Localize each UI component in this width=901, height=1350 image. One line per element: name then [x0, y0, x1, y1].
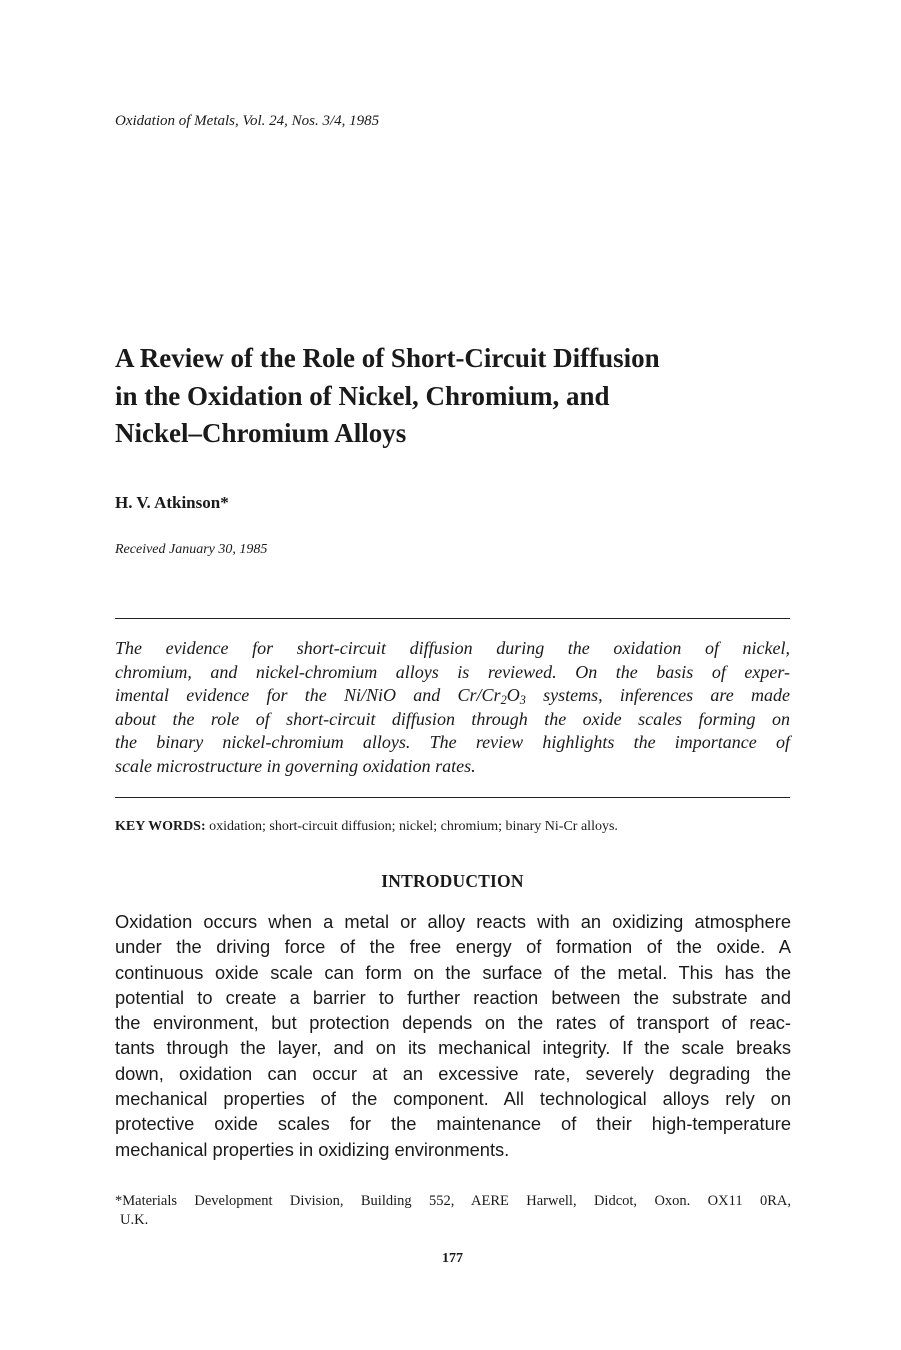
paragraph-line: the environment, but protection depends on the rates of transport of reac-: [115, 1012, 791, 1034]
abstract-line: scale microstructure in governing oxidation rates.: [115, 755, 476, 776]
author-footnote: [115, 1192, 791, 1230]
title-line: Nickel–Chromium Alloys: [115, 418, 407, 448]
abstract-line: about the role of short-circuit diffusion through the oxide scales forming on: [115, 708, 790, 729]
paragraph-line: down, oxidation can occur at an excessive rate, severely degrading the: [115, 1062, 791, 1084]
keywords-text: oxidation; short-circuit diffusion; nickel; chromium; binary Ni-Cr alloys.: [205, 819, 618, 834]
paragraph-line: tants through the layer, and on its mechanical integrity. If the scale breaks: [115, 1037, 791, 1059]
footnote-line: U.K.: [120, 1212, 149, 1228]
subscript: 2: [500, 693, 507, 708]
title-line: in the Oxidation of Nickel, Chromium, and: [115, 380, 610, 411]
paragraph-line: continuous oxide scale can form on the surface of the metal. This has the: [115, 961, 791, 983]
keywords: [115, 819, 790, 835]
abstract: [115, 637, 790, 778]
abstract-text: systems, inferences are made: [525, 685, 790, 705]
abstract-line: [115, 684, 790, 708]
footnote-line: *Materials Development Division, Building 552, AERE Harwell, Didcot, Oxon. OX11 0RA,: [115, 1193, 791, 1209]
page-number: 177: [442, 1251, 463, 1266]
paragraph-line: potential to create a barrier to further reaction between the substrate and: [115, 986, 791, 1008]
introduction-paragraph: [115, 909, 791, 1162]
paragraph-line: mechanical properties in oxidizing environments.: [115, 1138, 510, 1160]
paragraph-line: Oxidation occurs when a metal or alloy reacts with an oxidizing atmosphere: [115, 911, 791, 932]
abstract-line: chromium, and nickel-chromium alloys is reviewed. On the basis of exper-: [115, 661, 790, 682]
abstract-text: imental evidence for the Ni/NiO and Cr/Cr: [115, 685, 501, 705]
paragraph-line: protective oxide scales for the maintenance of their high-temperature: [115, 1113, 791, 1135]
title-line: A Review of the Role of Short-Circuit Diffusion: [115, 343, 660, 373]
received-date: Received January 30, 1985: [115, 542, 268, 557]
journal-citation: Oxidation of Metals, Vol. 24, Nos. 3/4, 1985: [115, 113, 380, 129]
section-heading-introduction: INTRODUCTION: [381, 871, 524, 891]
article-title: [115, 340, 815, 453]
paragraph-line: under the driving force of the free energy of formation of the oxide. A: [115, 936, 791, 958]
abstract-line: The evidence for short-circuit diffusion during the oxidation of nickel,: [115, 638, 790, 658]
abstract-bottom-rule: [115, 797, 790, 798]
keywords-label: KEY WORDS:: [115, 819, 206, 834]
author-name: H. V. Atkinson*: [115, 493, 229, 512]
abstract-line: the binary nickel-chromium alloys. The review highlights the importance of: [115, 732, 790, 752]
abstract-top-rule: [115, 618, 790, 619]
subscript: 3: [519, 693, 526, 708]
paragraph-line: mechanical properties of the component. All technological alloys rely on: [115, 1088, 791, 1110]
abstract-text: O: [506, 685, 520, 705]
